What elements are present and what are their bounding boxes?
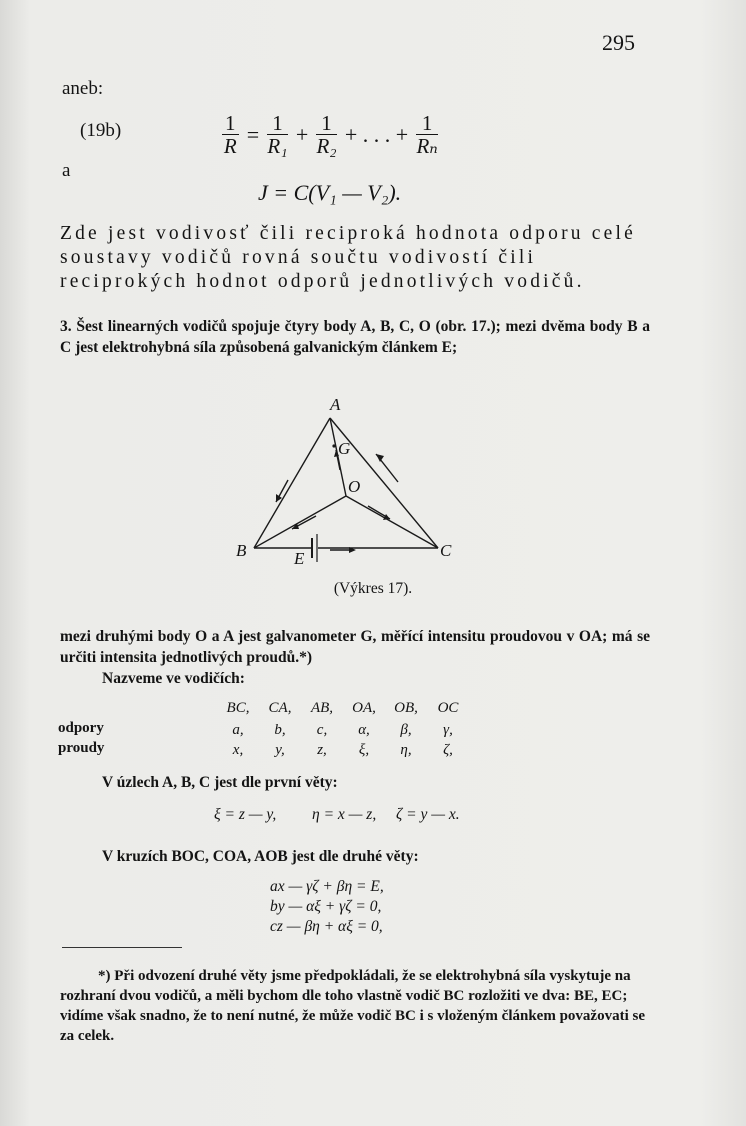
- table-cell: β,: [400, 722, 412, 738]
- aneb-label: aneb:: [62, 78, 104, 99]
- circuit-diagram: [226, 388, 466, 578]
- second-rule-intro: V kruzích BOC, COA, AOB jest dle druhé věty:: [102, 848, 419, 865]
- label-e: E: [294, 549, 305, 568]
- label-a: A: [330, 395, 341, 414]
- fraction-r1: $\frac{1}{\text{R₁}}$: [267, 111, 288, 158]
- fraction-rn: $\frac{1}{\text{Rₙ}}$: [416, 111, 438, 158]
- spaced-paragraph: Zde jest vodivosť čili reciproká hodnota odporu celé soustavy vodičů rovná součtu vodivostí čili reciprokých hodnot odporů jednotlivých vodičů.: [60, 223, 636, 292]
- row-label-odpory: odpory: [58, 720, 104, 736]
- table-header: OC: [437, 700, 459, 716]
- paragraph-3: 3. Šest linearných vodičů spojuje čtyry body A, B, C, O (obr. 17.); mezi dvěma body B a C jest elektrohybná síla způsobená galvanickým článkem E;: [60, 318, 650, 356]
- table-cell: b,: [274, 722, 286, 738]
- galvanometer-dot: [332, 444, 335, 447]
- ellipsis-terms: + . . . +: [344, 121, 409, 147]
- second-rule-eq-2: by — αξ + γζ = 0,: [270, 898, 382, 915]
- page-number: 295: [602, 30, 635, 55]
- table-cell: x,: [232, 742, 244, 758]
- label-o: O: [348, 477, 361, 496]
- edge-ac: [330, 418, 438, 548]
- first-rule-intro: V úzlech A, B, C jest dle první věty:: [102, 774, 338, 791]
- equation-number: (19b): [80, 120, 122, 141]
- table-header: AB,: [310, 700, 334, 716]
- table-cell: c,: [316, 722, 328, 738]
- table-header: OA,: [352, 700, 376, 716]
- nazveme-line: Nazveme ve vodičích:: [102, 670, 245, 687]
- table-cell: α,: [358, 722, 370, 738]
- table-header: OB,: [394, 700, 418, 716]
- table-cell: a,: [232, 722, 244, 738]
- conjunction-a: a: [62, 160, 71, 181]
- paragraph-after-figure: mezi druhými body O a A jest galvanometer G, měřící intensitu proudovou v OA; má se určiti intensita jednotlivých proudů.*): [60, 628, 650, 666]
- second-rule-eq-1: ax — γζ + βη = E,: [270, 878, 384, 895]
- label-g: G: [338, 439, 351, 458]
- table-cell: η,: [400, 742, 412, 758]
- table-header: CA,: [268, 700, 292, 716]
- table-cell: ζ,: [443, 742, 453, 758]
- fraction-r2: $\frac{1}{\text{R₂}}$: [316, 111, 337, 158]
- label-c: C: [440, 541, 452, 560]
- edge-ob: [254, 496, 346, 548]
- first-rule-eq-1: ξ = z — y,: [214, 806, 277, 823]
- first-rule-eq-2: η = x — z,: [312, 806, 377, 823]
- first-rule-eq-3: ζ = y — x.: [396, 806, 460, 823]
- fraction-lhs: $\frac{1}{R}$: [223, 111, 237, 158]
- equation-19b: $\frac{1}{R}$ = $\frac{1}{\text{R₁}}$ + $\frac{1}{\text{R₂}}$ + . . . + $\frac{1}{\text{Rₙ}}$: [223, 111, 438, 158]
- row-label-proudy: proudy: [58, 740, 105, 756]
- table-cell: y,: [275, 742, 285, 758]
- footnote-rule: [62, 947, 182, 948]
- table-cell: z,: [317, 742, 327, 758]
- equation-current: J = C(V₁ — V₂).: [258, 180, 402, 205]
- table-cell: γ,: [443, 722, 453, 738]
- table-header: BC,: [226, 700, 250, 716]
- figure-caption: (Výkres 17).: [333, 580, 413, 597]
- table-cell: ξ,: [358, 742, 370, 758]
- footnote: *) Při odvození druhé věty jsme předpokládali, že se elektrohybná síla vyskytuje na rozhraní dvou vodičů, a měli bychom dle toho vlastně vodič BC rozložiti ve dva: BE, EC; vidíme však snadno, že to není nutné, že může vodič BC i s vloženým článkem považovati se za celek.: [60, 968, 645, 1044]
- second-rule-eq-3: cz — βη + αξ = 0,: [270, 918, 383, 935]
- label-b: B: [236, 541, 247, 560]
- edge-oc: [346, 496, 438, 548]
